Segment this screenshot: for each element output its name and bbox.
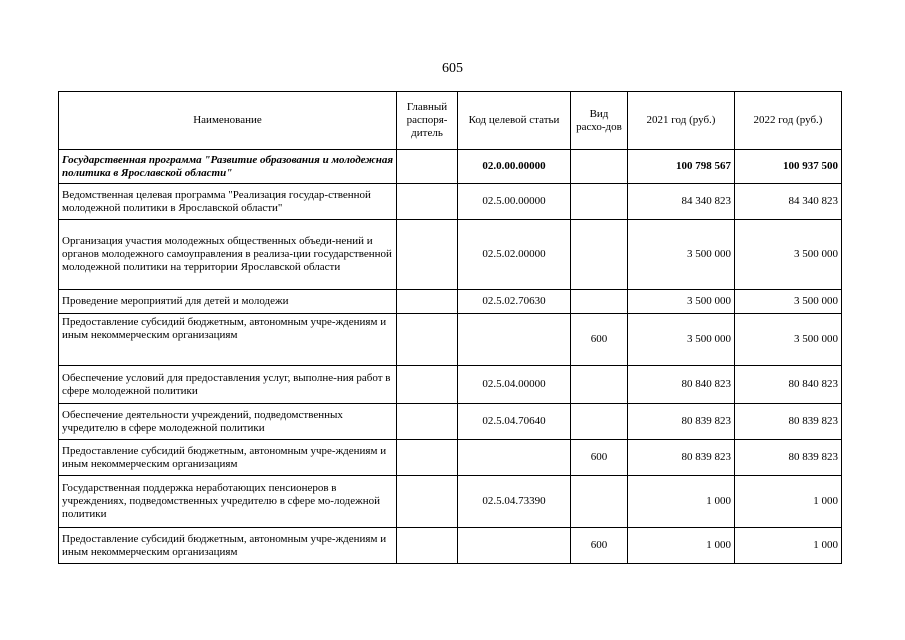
row-type: 600: [571, 528, 628, 564]
row-type: [571, 366, 628, 404]
row-name: Государственная поддержка неработающих пенсионеров в учреждениях, подведомственных учредителю в сфере мо-лодежной политики: [59, 476, 397, 528]
row-name: Ведомственная целевая программа "Реализация государ-ственной молодежной политики в Ярославской области": [59, 184, 397, 220]
row-2022: 80 839 823: [735, 440, 842, 476]
header-admin: Главный распоря-дитель: [397, 92, 458, 150]
row-2021: 84 340 823: [628, 184, 735, 220]
row-2022: 84 340 823: [735, 184, 842, 220]
row-code: [458, 528, 571, 564]
table-row: [59, 528, 842, 564]
row-admin: [397, 440, 458, 476]
row-name: Предоставление субсидий бюджетным, автономным учре-ждениям и иным некоммерческим организациям: [59, 528, 397, 564]
row-type: [571, 184, 628, 220]
table-row: [59, 220, 842, 290]
header-2021: 2021 год (руб.): [628, 92, 735, 150]
row-name: Обеспечение условий для предоставления услуг, выполне-ния работ в сфере молодежной политики: [59, 366, 397, 404]
row-type: [571, 476, 628, 528]
row-code: 02.0.00.00000: [458, 150, 571, 184]
row-2022: 3 500 000: [735, 220, 842, 290]
row-admin: [397, 404, 458, 440]
row-2022: 100 937 500: [735, 150, 842, 184]
row-2021: 3 500 000: [628, 220, 735, 290]
row-2021: 1 000: [628, 476, 735, 528]
row-2021: 80 839 823: [628, 404, 735, 440]
table-row: [59, 440, 842, 476]
table-row: [59, 404, 842, 440]
table-row: [59, 366, 842, 404]
row-2022: 80 839 823: [735, 404, 842, 440]
row-2021: 3 500 000: [628, 290, 735, 314]
row-code: 02.5.02.70630: [458, 290, 571, 314]
row-name: Предоставление субсидий бюджетным, автономным учре-ждениям и иным некоммерческим организациям: [59, 440, 397, 476]
header-name: Наименование: [59, 92, 397, 150]
row-2021: 3 500 000: [628, 314, 735, 366]
header-2022: 2022 год (руб.): [735, 92, 842, 150]
table-row: [59, 150, 842, 184]
row-admin: [397, 476, 458, 528]
row-admin: [397, 366, 458, 404]
row-code: [458, 440, 571, 476]
row-type: 600: [571, 440, 628, 476]
row-admin: [397, 290, 458, 314]
row-name: Организация участия молодежных общественных объеди-нений и органов молодежного самоуправления в реализа-ции государственной молодежной политики на территории Ярославской области: [59, 220, 397, 290]
row-name: Обеспечение деятельности учреждений, подведомственных учредителю в сфере молодежной политики: [59, 404, 397, 440]
header-code: Код целевой статьи: [458, 92, 571, 150]
row-2021: 100 798 567: [628, 150, 735, 184]
row-2022: 1 000: [735, 476, 842, 528]
row-type: 600: [571, 314, 628, 366]
row-code: 02.5.00.00000: [458, 184, 571, 220]
row-2021: 1 000: [628, 528, 735, 564]
row-admin: [397, 150, 458, 184]
table-row: [59, 184, 842, 220]
row-code: 02.5.04.70640: [458, 404, 571, 440]
budget-table: [58, 91, 842, 564]
row-code: 02.5.02.00000: [458, 220, 571, 290]
row-code: 02.5.04.00000: [458, 366, 571, 404]
header-type: Вид расхо-дов: [571, 92, 628, 150]
page-number: 605: [442, 61, 463, 76]
row-code: [458, 314, 571, 366]
row-name: Предоставление субсидий бюджетным, автономным учре-ждениям и иным некоммерческим организациям: [59, 314, 397, 366]
row-2022: 3 500 000: [735, 314, 842, 366]
table-row: [59, 290, 842, 314]
row-admin: [397, 528, 458, 564]
row-code: 02.5.04.73390: [458, 476, 571, 528]
row-admin: [397, 314, 458, 366]
row-type: [571, 220, 628, 290]
table-row: [59, 476, 842, 528]
row-type: [571, 150, 628, 184]
row-2021: 80 839 823: [628, 440, 735, 476]
table-row: [59, 314, 842, 366]
table-header-row: [59, 92, 842, 150]
row-admin: [397, 220, 458, 290]
row-2022: 80 840 823: [735, 366, 842, 404]
row-2021: 80 840 823: [628, 366, 735, 404]
row-type: [571, 290, 628, 314]
row-name: Государственная программа "Развитие образования и молодежная политика в Ярославской области": [59, 150, 397, 184]
row-2022: 1 000: [735, 528, 842, 564]
row-name: Проведение мероприятий для детей и молодежи: [59, 290, 397, 314]
row-admin: [397, 184, 458, 220]
row-2022: 3 500 000: [735, 290, 842, 314]
row-type: [571, 404, 628, 440]
